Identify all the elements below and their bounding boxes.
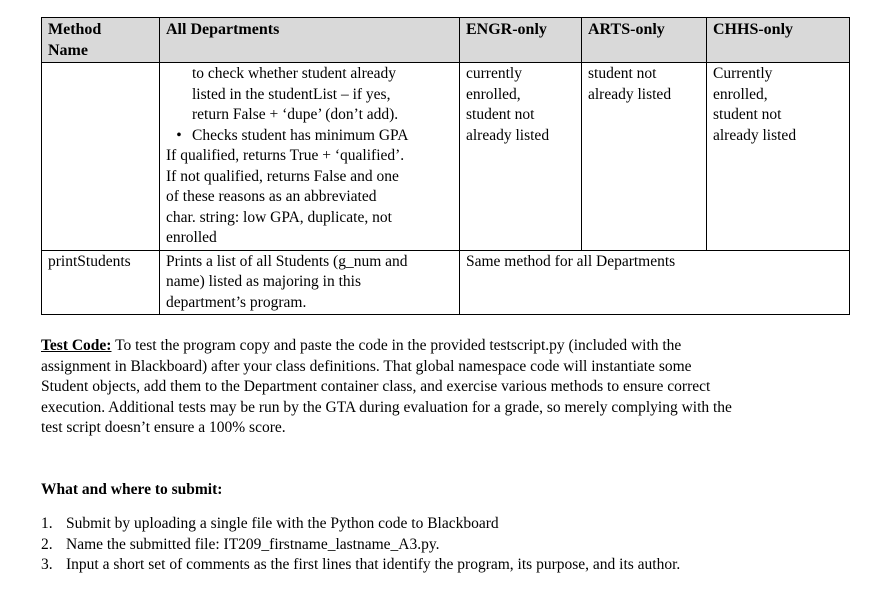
paragraph-line: test script doesn’t ensure a 100% score. — [41, 419, 286, 436]
cell-line: Currently — [713, 65, 773, 82]
method-cell-print-students: printStudents — [42, 250, 160, 315]
department-methods-table — [41, 17, 850, 315]
list-item — [41, 514, 680, 535]
paragraph-text: To test the program copy and paste the code in the provided testscript.py (included with the — [111, 337, 682, 354]
cell-line: already listed — [466, 126, 550, 144]
header-method-line-1: Method — [48, 21, 102, 38]
cell-line: char. string: low GPA, duplicate, not — [166, 208, 392, 226]
list-number: 1. — [41, 515, 53, 532]
chhs-cell — [707, 63, 850, 251]
cell-line: If not qualified, returns False and one — [166, 167, 399, 185]
table-header-row — [42, 18, 850, 63]
list-text: Submit by uploading a single file with the Python code to Blackboard — [66, 515, 499, 532]
cell-line: Prints a list of all Students (g_num and — [166, 252, 408, 270]
header-method-name — [42, 18, 160, 63]
header-all-departments: All Departments — [160, 18, 460, 63]
cell-line: already listed — [713, 126, 797, 144]
cell-line: student not — [466, 106, 535, 123]
submit-heading: What and where to submit: — [41, 481, 223, 498]
cell-line: enrolled — [166, 229, 217, 246]
cell-line: department’s program. — [166, 293, 307, 311]
cell-line: enrolled, — [713, 85, 768, 103]
cell-line: return False + ‘dupe’ (don’t add). — [192, 106, 399, 123]
engr-cell — [460, 63, 582, 251]
arts-cell — [582, 63, 707, 251]
table-row — [42, 63, 850, 251]
table-row — [42, 250, 850, 315]
header-engr-only: ENGR-only — [460, 18, 582, 63]
all-departments-cell — [160, 63, 460, 251]
test-code-label: Test Code: — [41, 337, 112, 354]
paragraph-line: execution. Additional tests may be run by the GTA during evaluation for a grade, so merely complying with the — [41, 398, 732, 416]
cell-line: name) listed as majoring in this — [166, 273, 362, 290]
cell-line: If qualified, returns True + ‘qualified’. — [166, 147, 405, 164]
cell-line: enrolled, — [466, 85, 521, 103]
list-number: 2. — [41, 535, 53, 553]
cell-line: student not — [713, 106, 782, 123]
list-item — [41, 535, 680, 556]
bullet-item — [166, 126, 453, 147]
method-cell-empty — [42, 63, 160, 251]
header-method-line-2: Name — [48, 41, 88, 59]
bullet-icon: • — [176, 126, 182, 144]
header-arts-only: ARTS-only — [582, 18, 707, 63]
cell-line: student not — [588, 65, 657, 82]
cell-line: of these reasons as an abbreviated — [166, 188, 377, 205]
list-number: 3. — [41, 556, 53, 573]
list-item — [41, 555, 680, 576]
list-text: Name the submitted file: IT209_firstname_lastname_A3.py. — [66, 535, 440, 553]
list-text: Input a short set of comments as the first lines that identify the program, its purpose, and its author. — [66, 556, 681, 573]
paragraph-line: assignment in Blackboard) after your class definitions. That global namespace code will instantiate some — [41, 357, 692, 375]
cell-line: to check whether student already — [192, 65, 396, 82]
cell-line: already listed — [588, 85, 672, 103]
paragraph-line — [41, 336, 853, 357]
cell-line: listed in the studentList – if yes, — [192, 85, 391, 103]
all-departments-cell — [160, 250, 460, 315]
header-chhs-only: CHHS-only — [707, 18, 850, 63]
paragraph-line: Student objects, add them to the Department container class, and exercise various methods to ensure correct — [41, 378, 711, 395]
test-code-paragraph — [41, 336, 853, 439]
bullet-text: Checks student has minimum GPA — [192, 126, 409, 144]
cell-line: currently — [466, 65, 522, 82]
submit-steps-list — [41, 514, 680, 576]
same-method-cell: Same method for all Departments — [460, 250, 850, 315]
